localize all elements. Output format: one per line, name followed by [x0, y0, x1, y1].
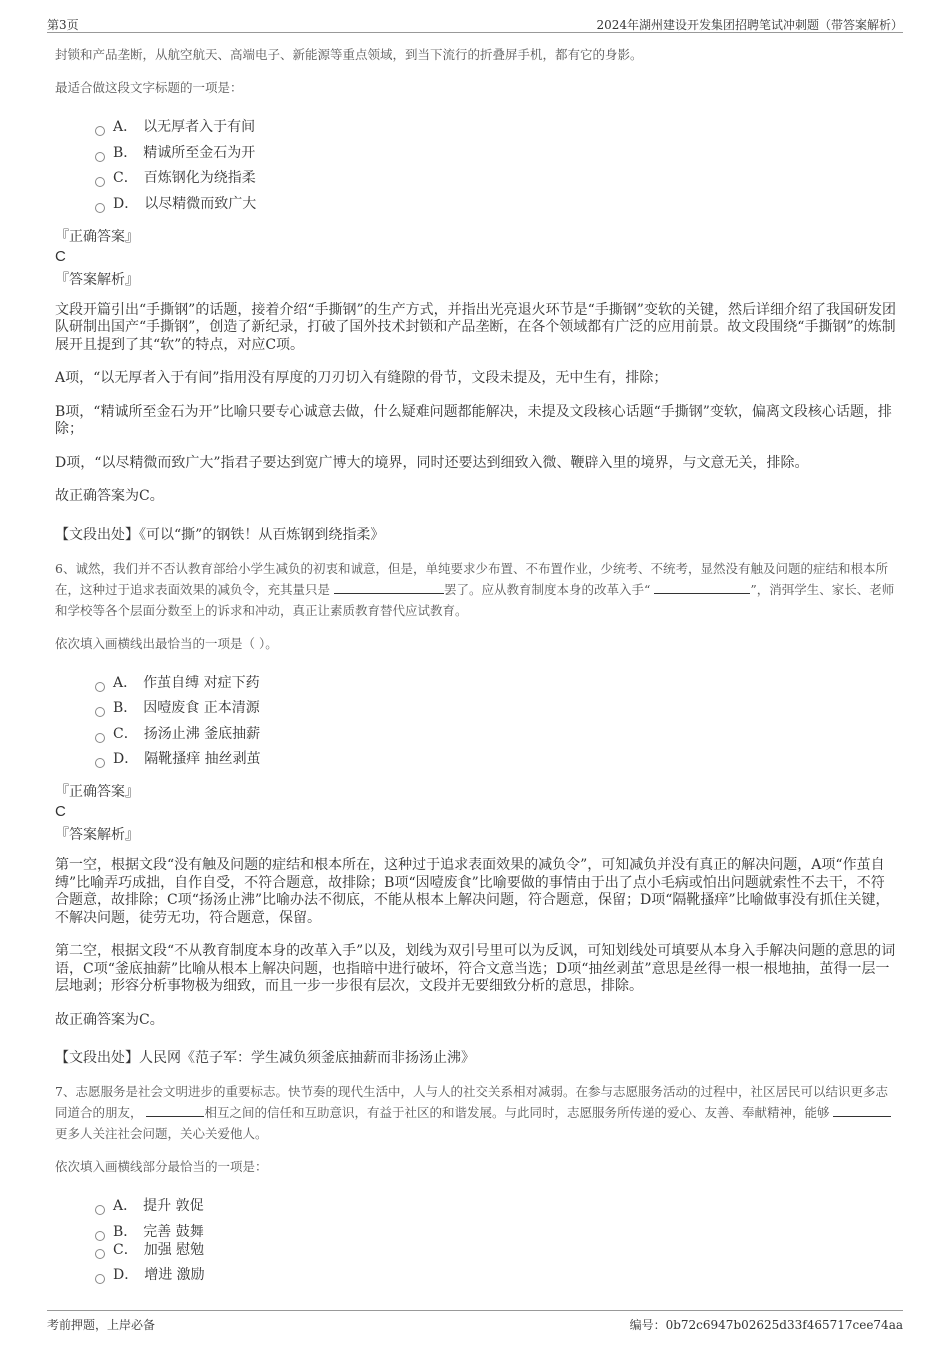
q5-analysis-1: 文段开篇引出“手撕钢”的话题，接着介绍“手撕钢”的生产方式，并指出光亮退火环节是“手撕钢”变软的关键，然后详细介绍了我国研发团队研制出国产“手撕钢”，创造了新纪录，打破了国外技术封锁和产品垄断，在各个领域都有广泛的应用前景。故文段围绕“手撕钢”的炼制展开且提到了其“软”的特点，对应C项。: [55, 301, 896, 353]
radio-icon[interactable]: [95, 1231, 105, 1241]
page-number: 第3页: [47, 18, 79, 32]
radio-icon[interactable]: [95, 1249, 105, 1259]
radio-icon[interactable]: [95, 758, 105, 768]
radio-icon[interactable]: [95, 682, 105, 692]
q5-analysis-4: D项，“以尽精微而致广大”指君子要达到宽广博大的境界，同时还要达到细致入微、鞭辟入里的境界，与文意无关，排除。: [55, 454, 809, 471]
q5-analysis-label: 『答案解析』: [55, 271, 139, 288]
radio-icon[interactable]: [95, 1274, 105, 1284]
q6-analysis-1: 第一空，根据文段“没有触及问题的症结和根本所在，这种过于追求表面效果的减负令”，可知减负并没有真正的解决问题，A项“作茧自缚”比喻弄巧成拙，自作自受，不符合题意，故排除；B项“因噎废食”比喻要做的事情由于出了点小毛病或怕出问题就索性不去干，不符合题意，故排除；C项“扬汤止沸”比喻办法不彻底，不能从根本上解决问题，符合题意，保留；D项“隔靴搔痒”比喻做事没有抓住关键，不解决问题，徒劳无功，符合题意，保留。: [55, 857, 890, 926]
page-header: [47, 14, 903, 33]
q5-stem-tail: 封锁和产品垄断，从航空航天、高端电子、新能源等重点领域，到当下流行的折叠屏手机，都有它的身影。: [55, 47, 643, 62]
fill-blank: [654, 581, 750, 594]
q6-option-c[interactable]: C． 扬汤止沸 釜底抽薪: [95, 725, 897, 743]
q6-option-b[interactable]: B． 因噎废食 正本清源: [95, 699, 897, 717]
q7-option-c[interactable]: C． 加强 慰勉: [95, 1241, 897, 1259]
q5-analysis-2: A项，“以无厚者入于有间”指用没有厚度的刀刃切入有缝隙的骨节，文段未提及，无中生有，排除；: [55, 370, 668, 386]
radio-icon[interactable]: [95, 733, 105, 743]
q5-analysis-3: B项，“精诚所至金石为开”比喻只要专心诚意去做，什么疑难问题都能解决，未提及文段核心话题“手撕钢”变软，偏离文段核心话题，排除；: [55, 403, 892, 437]
q6-option-a[interactable]: A． 作茧自缚 对症下药: [95, 674, 897, 692]
q6-analysis-label: 『答案解析』: [55, 827, 139, 843]
fill-blank: [334, 581, 444, 594]
footer-slogan: 考前押题，上岸必备: [47, 1318, 156, 1332]
q5-option-a[interactable]: A． 以无厚者入于有间: [95, 118, 897, 136]
q6-answer: C: [55, 803, 66, 820]
q5-prompt: 最适合做这段文字标题的一项是：: [55, 80, 243, 95]
q5-source: 【文段出处】《可以“撕”的钢铁！从百炼钢到绕指柔》: [55, 526, 385, 543]
document-title: 2024年湖州建设开发集团招聘笔试冲刺题（带答案解析）: [596, 18, 903, 32]
page-content: [55, 44, 897, 1298]
radio-icon[interactable]: [95, 152, 105, 162]
q5-option-b[interactable]: B． 精诚所至金石为开: [95, 144, 897, 162]
q6-answer-label: 『正确答案』: [55, 784, 139, 800]
q6-option-d[interactable]: D． 隔靴搔痒 抽丝剥茧: [95, 750, 897, 768]
page-footer: [47, 1310, 903, 1333]
q5-option-c[interactable]: C． 百炼钢化为绕指柔: [95, 169, 897, 187]
q7-options: [95, 1197, 897, 1284]
q7-prompt: 依次填入画横线部分最恰当的一项是：: [55, 1159, 268, 1174]
q6-analysis-2: 第二空，根据文段“不从教育制度本身的改革入手”以及，划线为双引号里可以为反讽，可知划线处可填要从本身入手解决问题的意思的词语，C项“釜底抽薪”比喻从根本上解决问题，也指暗中进行破坏，符合文意当选；D项“抽丝剥茧”意思是丝得一根一根地抽，茧得一层一层地剥；形容分析事物极为细致，而且一步一步很有层次，文段并无要细致分析的意思，排除。: [55, 943, 896, 994]
q7-stem: 7、志愿服务是社会文明进步的重要标志。快节奏的现代生活中，人与人的社交关系相对减弱。在参与志愿服务活动的过程中，社区居民可以结识更多志同道合的朋友， 相互之间的信任和互助意识，有益于社区的和谐发展。与此同时，志愿服务所传递的爱心、友善、奉献精神，能够 更多人关注社会问题，关心关爱他人。: [55, 1081, 897, 1144]
fill-blank: [146, 1104, 204, 1117]
q5-answer-label: 『正确答案』: [55, 228, 139, 245]
q5-analysis-5: 故正确答案为C。: [55, 488, 164, 504]
q7-option-d[interactable]: D． 增进 激励: [95, 1266, 897, 1284]
q5-answer: C: [55, 247, 66, 265]
q6-prompt: 依次填入画横线出最恰当的一项是（ ）。: [55, 635, 278, 651]
q7-option-a[interactable]: A． 提升 敦促: [95, 1197, 897, 1215]
radio-icon[interactable]: [95, 203, 105, 213]
radio-icon[interactable]: [95, 1205, 105, 1215]
radio-icon[interactable]: [95, 707, 105, 717]
q7-option-b[interactable]: B． 完善 鼓舞: [95, 1223, 897, 1241]
document-code: 编号：0b72c6947b02625d33f465717cee74aa: [629, 1318, 903, 1332]
q5-options: [95, 118, 897, 213]
radio-icon[interactable]: [95, 177, 105, 187]
q6-source: 【文段出处】人民网《范子军：学生减负须釜底抽薪而非扬汤止沸》: [55, 1050, 475, 1066]
radio-icon[interactable]: [95, 126, 105, 136]
fill-blank: [833, 1104, 891, 1117]
q5-option-d[interactable]: D． 以尽精微而致广大: [95, 195, 897, 213]
q6-stem: 6、诚然，我们并不否认教育部给小学生减负的初衷和诚意，但是，单纯要求少布置、不布置作业，少统考、不统考，显然没有触及问题的症结和根本所在，这种过于追求表面效果的减负令，充其量只是 罢了。应从教育制度本身的改革入手“ ”，消弭学生、家长、老师和学校等各个层面分数至上的诉求和冲动，真正让素质教育替代应试教育。: [55, 560, 895, 618]
q6-options: [95, 674, 897, 769]
q6-analysis-3: 故正确答案为C。: [55, 1011, 164, 1028]
